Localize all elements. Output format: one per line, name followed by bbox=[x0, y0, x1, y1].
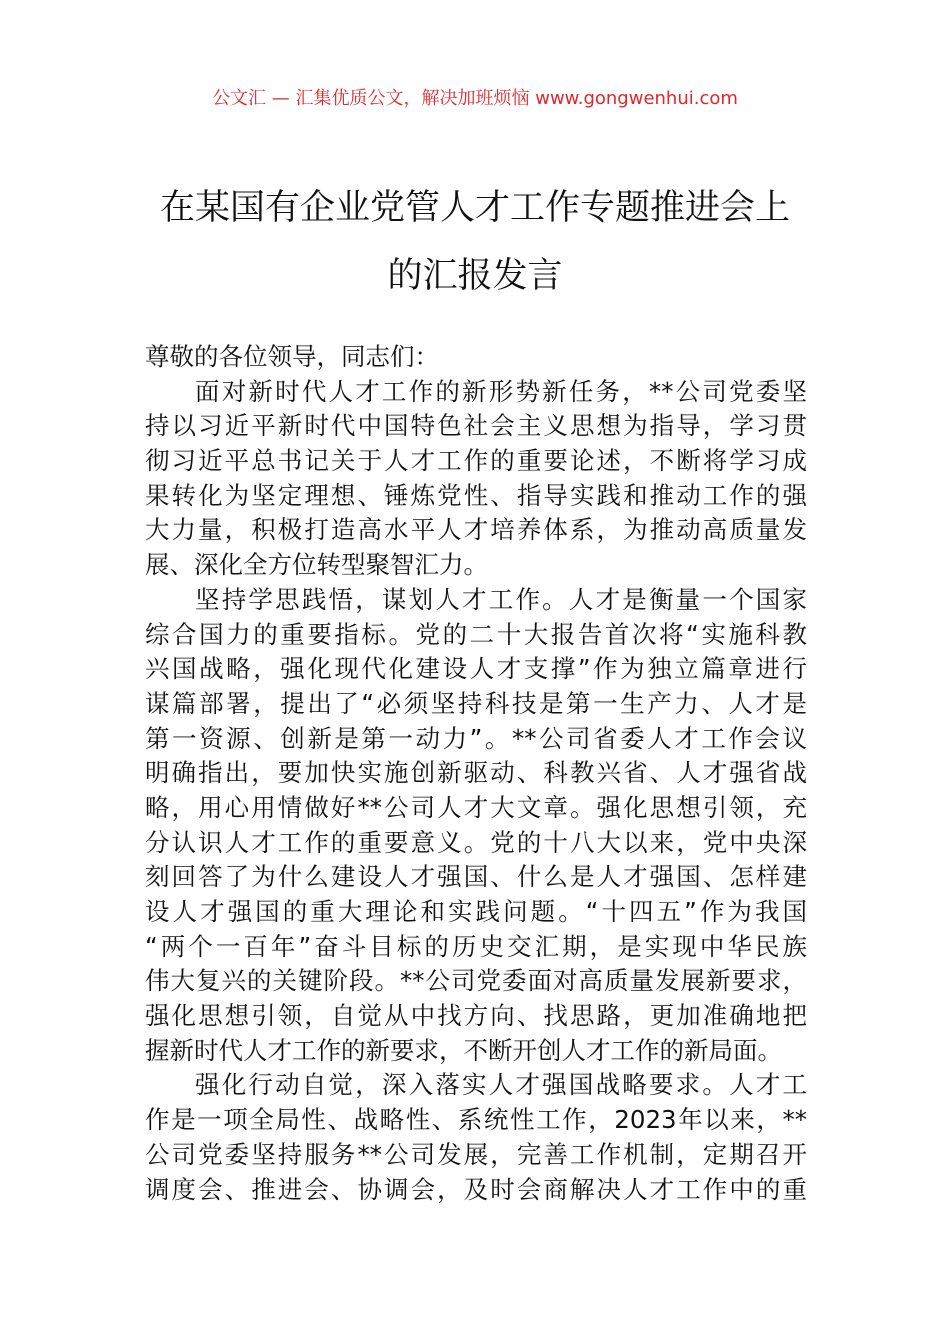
text-line: 大力量，积极打造高水平人才培养体系，为推动高质量发 bbox=[145, 515, 807, 545]
text-line: 公司党委坚持服务**公司发展，完善工作机制，定期召开 bbox=[145, 1139, 807, 1169]
text-line: 展、深化全方位转型聚智汇力。 bbox=[145, 550, 488, 580]
text-line: 略，用心用情做好**公司人才大文章。强化思想引领，充 bbox=[145, 792, 807, 822]
paragraph bbox=[145, 583, 807, 1069]
text-line: 谋篇部署，提出了“必须坚持科技是第一生产力、人才是 bbox=[145, 688, 807, 718]
text-line: 第一资源、创新是第一动力”。**公司省委人才工作会议 bbox=[145, 723, 807, 753]
text-line: 面对新时代人才工作的新形势新任务，**公司党委坚 bbox=[195, 376, 807, 406]
text-line: 强化思想引领，自觉从中找方向、找思路，更加准确地把 bbox=[145, 1001, 807, 1031]
paragraph bbox=[145, 375, 807, 583]
text-line: 作是一项全局性、战略性、系统性工作，2023年以来，** bbox=[145, 1105, 807, 1135]
text-line: 调度会、推进会、协调会，及时会商解决人才工作中的重 bbox=[145, 1174, 807, 1204]
text-line: 尊敬的各位领导，同志们： bbox=[145, 342, 439, 371]
document-body bbox=[145, 340, 807, 1207]
text-line: 果转化为坚定理想、锤炼党性、指导实践和推动工作的强 bbox=[145, 480, 807, 510]
text-line: 持以习近平新时代中国特色社会主义思想为指导，学习贯 bbox=[145, 411, 807, 441]
text-line: 综合国力的重要指标。党的二十大报告首次将“实施科教 bbox=[145, 619, 807, 649]
paragraph bbox=[145, 340, 807, 375]
text-line: 彻习近平总书记关于人才工作的重要论述，不断将学习成 bbox=[145, 446, 807, 476]
text-line: 明确指出，要加快实施创新驱动、科教兴省、人才强省战 bbox=[145, 758, 807, 788]
text-line: 兴国战略，强化现代化建设人才支撑”作为独立篇章进行 bbox=[145, 654, 807, 684]
text-line: 坚持学思践悟，谋划人才工作。人才是衡量一个国家 bbox=[195, 584, 807, 614]
document-title-line-1: 在某国有企业党管人才工作专题推进会上 bbox=[159, 188, 790, 228]
text-line: 设人才强国的重大理论和实践问题。“十四五”作为我国 bbox=[145, 897, 807, 926]
text-line: 伟大复兴的关键阶段。**公司党委面对高质量发展新要求， bbox=[145, 966, 807, 996]
paragraph bbox=[145, 1068, 807, 1207]
text-line: 握新时代人才工作的新要求，不断开创人才工作的新局面。 bbox=[145, 1035, 782, 1065]
text-line: 刻回答了为什么建设人才强国、什么是人才强国、怎样建 bbox=[145, 862, 807, 892]
text-line: 分认识人才工作的重要意义。党的十八大以来，党中央深 bbox=[145, 827, 807, 857]
document-title-line-2: 的汇报发言 bbox=[387, 256, 563, 296]
text-line: “两个一百年”奋斗目标的历史交汇期，是实现中华民族 bbox=[145, 931, 807, 961]
watermark-banner: 公文汇 — 汇集优质公文，解决加班烦恼 www.gongwenhui.com bbox=[212, 88, 738, 109]
text-line: 强化行动自觉，深入落实人才强国战略要求。人才工 bbox=[195, 1070, 807, 1100]
